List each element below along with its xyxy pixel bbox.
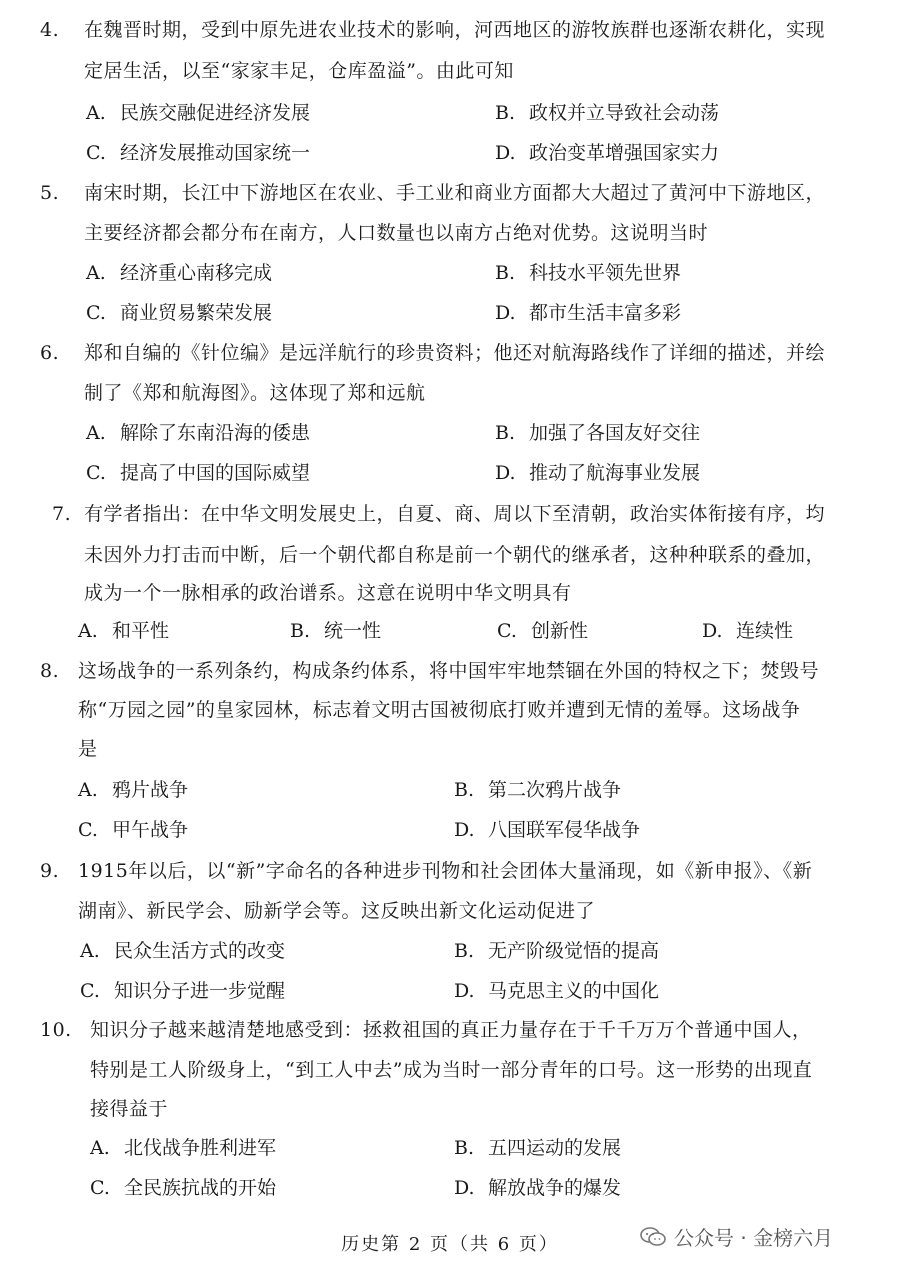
question-stem-line: 定居生活，以至“家家丰足，仓库盈溢”。由此可知: [84, 60, 514, 82]
question-number: 10.: [40, 1019, 72, 1041]
option-letter: D.: [454, 980, 475, 1002]
option-text: 科技水平领先世界: [529, 262, 682, 284]
question-stem-line: 称“万园之园”的皇家园林，标志着文明古国被彻底打败并遭到无情的羞辱。这场战争: [78, 699, 801, 721]
option-b: [495, 413, 700, 453]
option-letter: A.: [86, 262, 106, 284]
option-text: 全民族抗战的开始: [124, 1177, 277, 1199]
option-letter: D.: [454, 819, 475, 841]
option-a: [90, 1128, 276, 1168]
question-stem-line: 接得益于: [90, 1098, 169, 1120]
option-text: 北伐战争胜利进军: [124, 1137, 277, 1159]
watermark-text: 公众号 · 金榜六月: [674, 1226, 834, 1250]
question-stem-line: 在魏晋时期，受到中原先进农业技术的影响，河西地区的游牧族群也逐渐农耕化，实现: [84, 19, 826, 41]
option-letter: B.: [454, 779, 475, 801]
question-stem-line: 制了《郑和航海图》。这体现了郑和远航: [84, 382, 426, 404]
option-text: 甲午战争: [112, 819, 189, 841]
option-b: [454, 931, 659, 971]
option-letter: B.: [495, 102, 516, 124]
option-d: [454, 810, 640, 850]
option-letter: B.: [495, 262, 516, 284]
option-d: [454, 1168, 621, 1208]
option-text: 连续性: [736, 620, 794, 642]
option-text: 经济发展推动国家统一: [120, 142, 311, 164]
wechat-icon: [640, 1227, 666, 1247]
option-text: 鸦片战争: [112, 779, 189, 801]
option-letter: B.: [454, 1137, 475, 1159]
option-c: [86, 133, 310, 173]
option-letter: B.: [495, 422, 516, 444]
option-letter: C.: [86, 462, 106, 484]
option-text: 民族交融促进经济发展: [120, 102, 311, 124]
option-letter: D.: [454, 1177, 475, 1199]
option-letter: A.: [90, 1137, 110, 1159]
option-letter: C.: [78, 819, 98, 841]
option-text: 第二次鸦片战争: [488, 779, 622, 801]
option-text: 创新性: [531, 620, 589, 642]
option-text: 政权并立导致社会动荡: [529, 102, 720, 124]
question-number: 7.: [52, 503, 72, 525]
option-letter: D.: [495, 302, 516, 324]
question-number: 5.: [40, 182, 60, 204]
option-d: [495, 133, 719, 173]
option-text: 政治变革增强国家实力: [529, 142, 720, 164]
option-c: [90, 1168, 276, 1208]
option-a: [86, 253, 272, 293]
option-letter: B.: [454, 940, 475, 962]
option-text: 无产阶级觉悟的提高: [488, 940, 660, 962]
option-letter: A.: [78, 620, 98, 642]
option-a: [78, 611, 169, 651]
option-letter: A.: [86, 102, 106, 124]
option-text: 提高了中国的国际威望: [120, 462, 311, 484]
question-stem-line: 湖南》、新民学会、励新学会等。这反映出新文化运动促进了: [78, 900, 596, 922]
option-a: [86, 413, 310, 453]
option-text: 经济重心南移完成: [120, 262, 273, 284]
option-c: [86, 293, 272, 333]
question-stem-line: 是: [78, 738, 98, 760]
option-d: [702, 611, 793, 651]
option-text: 民众生活方式的改变: [114, 940, 286, 962]
question-stem-line: 特别是工人阶级身上，“到工人中去”成为当时一部分青年的口号。这一形势的出现直: [90, 1059, 813, 1081]
option-d: [495, 453, 700, 493]
question-stem-line: 1915年以后，以“新”字命名的各种进步刊物和社会团体大量涌现，如《新申报》、《新: [78, 860, 813, 882]
option-c: [78, 810, 188, 850]
question-stem-line: 成为一个一脉相承的政治谱系。这意在说明中华文明具有: [84, 582, 572, 604]
option-text: 八国联军侵华战争: [488, 819, 641, 841]
option-letter: A.: [80, 940, 100, 962]
option-d: [454, 971, 659, 1011]
question-stem-line: 有学者指出：在中华文明发展史上，自夏、商、周以下至清朝，政治实体衔接有序，均: [84, 503, 826, 525]
option-letter: D.: [495, 142, 516, 164]
question-number: 9.: [40, 860, 60, 882]
option-letter: C.: [90, 1177, 110, 1199]
option-text: 解除了东南沿海的倭患: [120, 422, 311, 444]
option-b: [495, 253, 681, 293]
option-letter: A.: [86, 422, 106, 444]
option-letter: C.: [497, 620, 517, 642]
option-b: [290, 611, 381, 651]
option-letter: D.: [495, 462, 516, 484]
option-d: [495, 293, 681, 333]
option-b: [454, 770, 621, 810]
question-stem-line: 知识分子越来越清楚地感受到：拯救祖国的真正力量存在于千千万万个普通中国人，: [90, 1019, 812, 1041]
option-a: [86, 93, 310, 133]
option-text: 加强了各国友好交往: [529, 422, 701, 444]
option-a: [80, 931, 285, 971]
option-text: 和平性: [112, 620, 170, 642]
option-letter: A.: [78, 779, 98, 801]
option-letter: C.: [86, 302, 106, 324]
option-text: 统一性: [324, 620, 382, 642]
question-stem-line: 南宋时期，长江中下游地区在农业、手工业和商业方面都大大超过了黄河中下游地区，: [84, 182, 826, 204]
option-letter: C.: [86, 142, 106, 164]
option-letter: D.: [702, 620, 723, 642]
option-letter: B.: [290, 620, 311, 642]
option-c: [86, 453, 310, 493]
option-text: 知识分子进一步觉醒: [114, 980, 286, 1002]
question-number: 6.: [40, 342, 60, 364]
question-stem-line: 这场战争的一系列条约，构成条约体系，将中国牢牢地禁锢在外国的特权之下；焚毁号: [78, 660, 820, 682]
option-b: [454, 1128, 621, 1168]
option-text: 马克思主义的中国化: [488, 980, 660, 1002]
page-footer: 历史第 2 页（共 6 页）: [341, 1234, 559, 1255]
option-c: [80, 971, 285, 1011]
option-c: [497, 611, 588, 651]
option-letter: C.: [80, 980, 100, 1002]
question-number: 4.: [40, 19, 60, 41]
question-stem-line: 未因外力打击而中断，后一个朝代都自称是前一个朝代的继承者，这种种联系的叠加，: [84, 544, 826, 566]
question-stem-line: 主要经济都会都分布在南方，人口数量也以南方占绝对优势。这说明当时: [84, 222, 709, 244]
option-a: [78, 770, 188, 810]
option-b: [495, 93, 719, 133]
question-stem-line: 郑和自编的《针位编》是远洋航行的珍贵资料；他还对航海路线作了详细的描述，并绘: [84, 342, 826, 364]
option-text: 五四运动的发展: [488, 1137, 622, 1159]
option-text: 都市生活丰富多彩: [529, 302, 682, 324]
option-text: 商业贸易繁荣发展: [120, 302, 273, 324]
option-text: 解放战争的爆发: [488, 1177, 622, 1199]
watermark: [640, 1222, 833, 1251]
option-text: 推动了航海事业发展: [529, 462, 701, 484]
question-number: 8.: [40, 660, 60, 682]
